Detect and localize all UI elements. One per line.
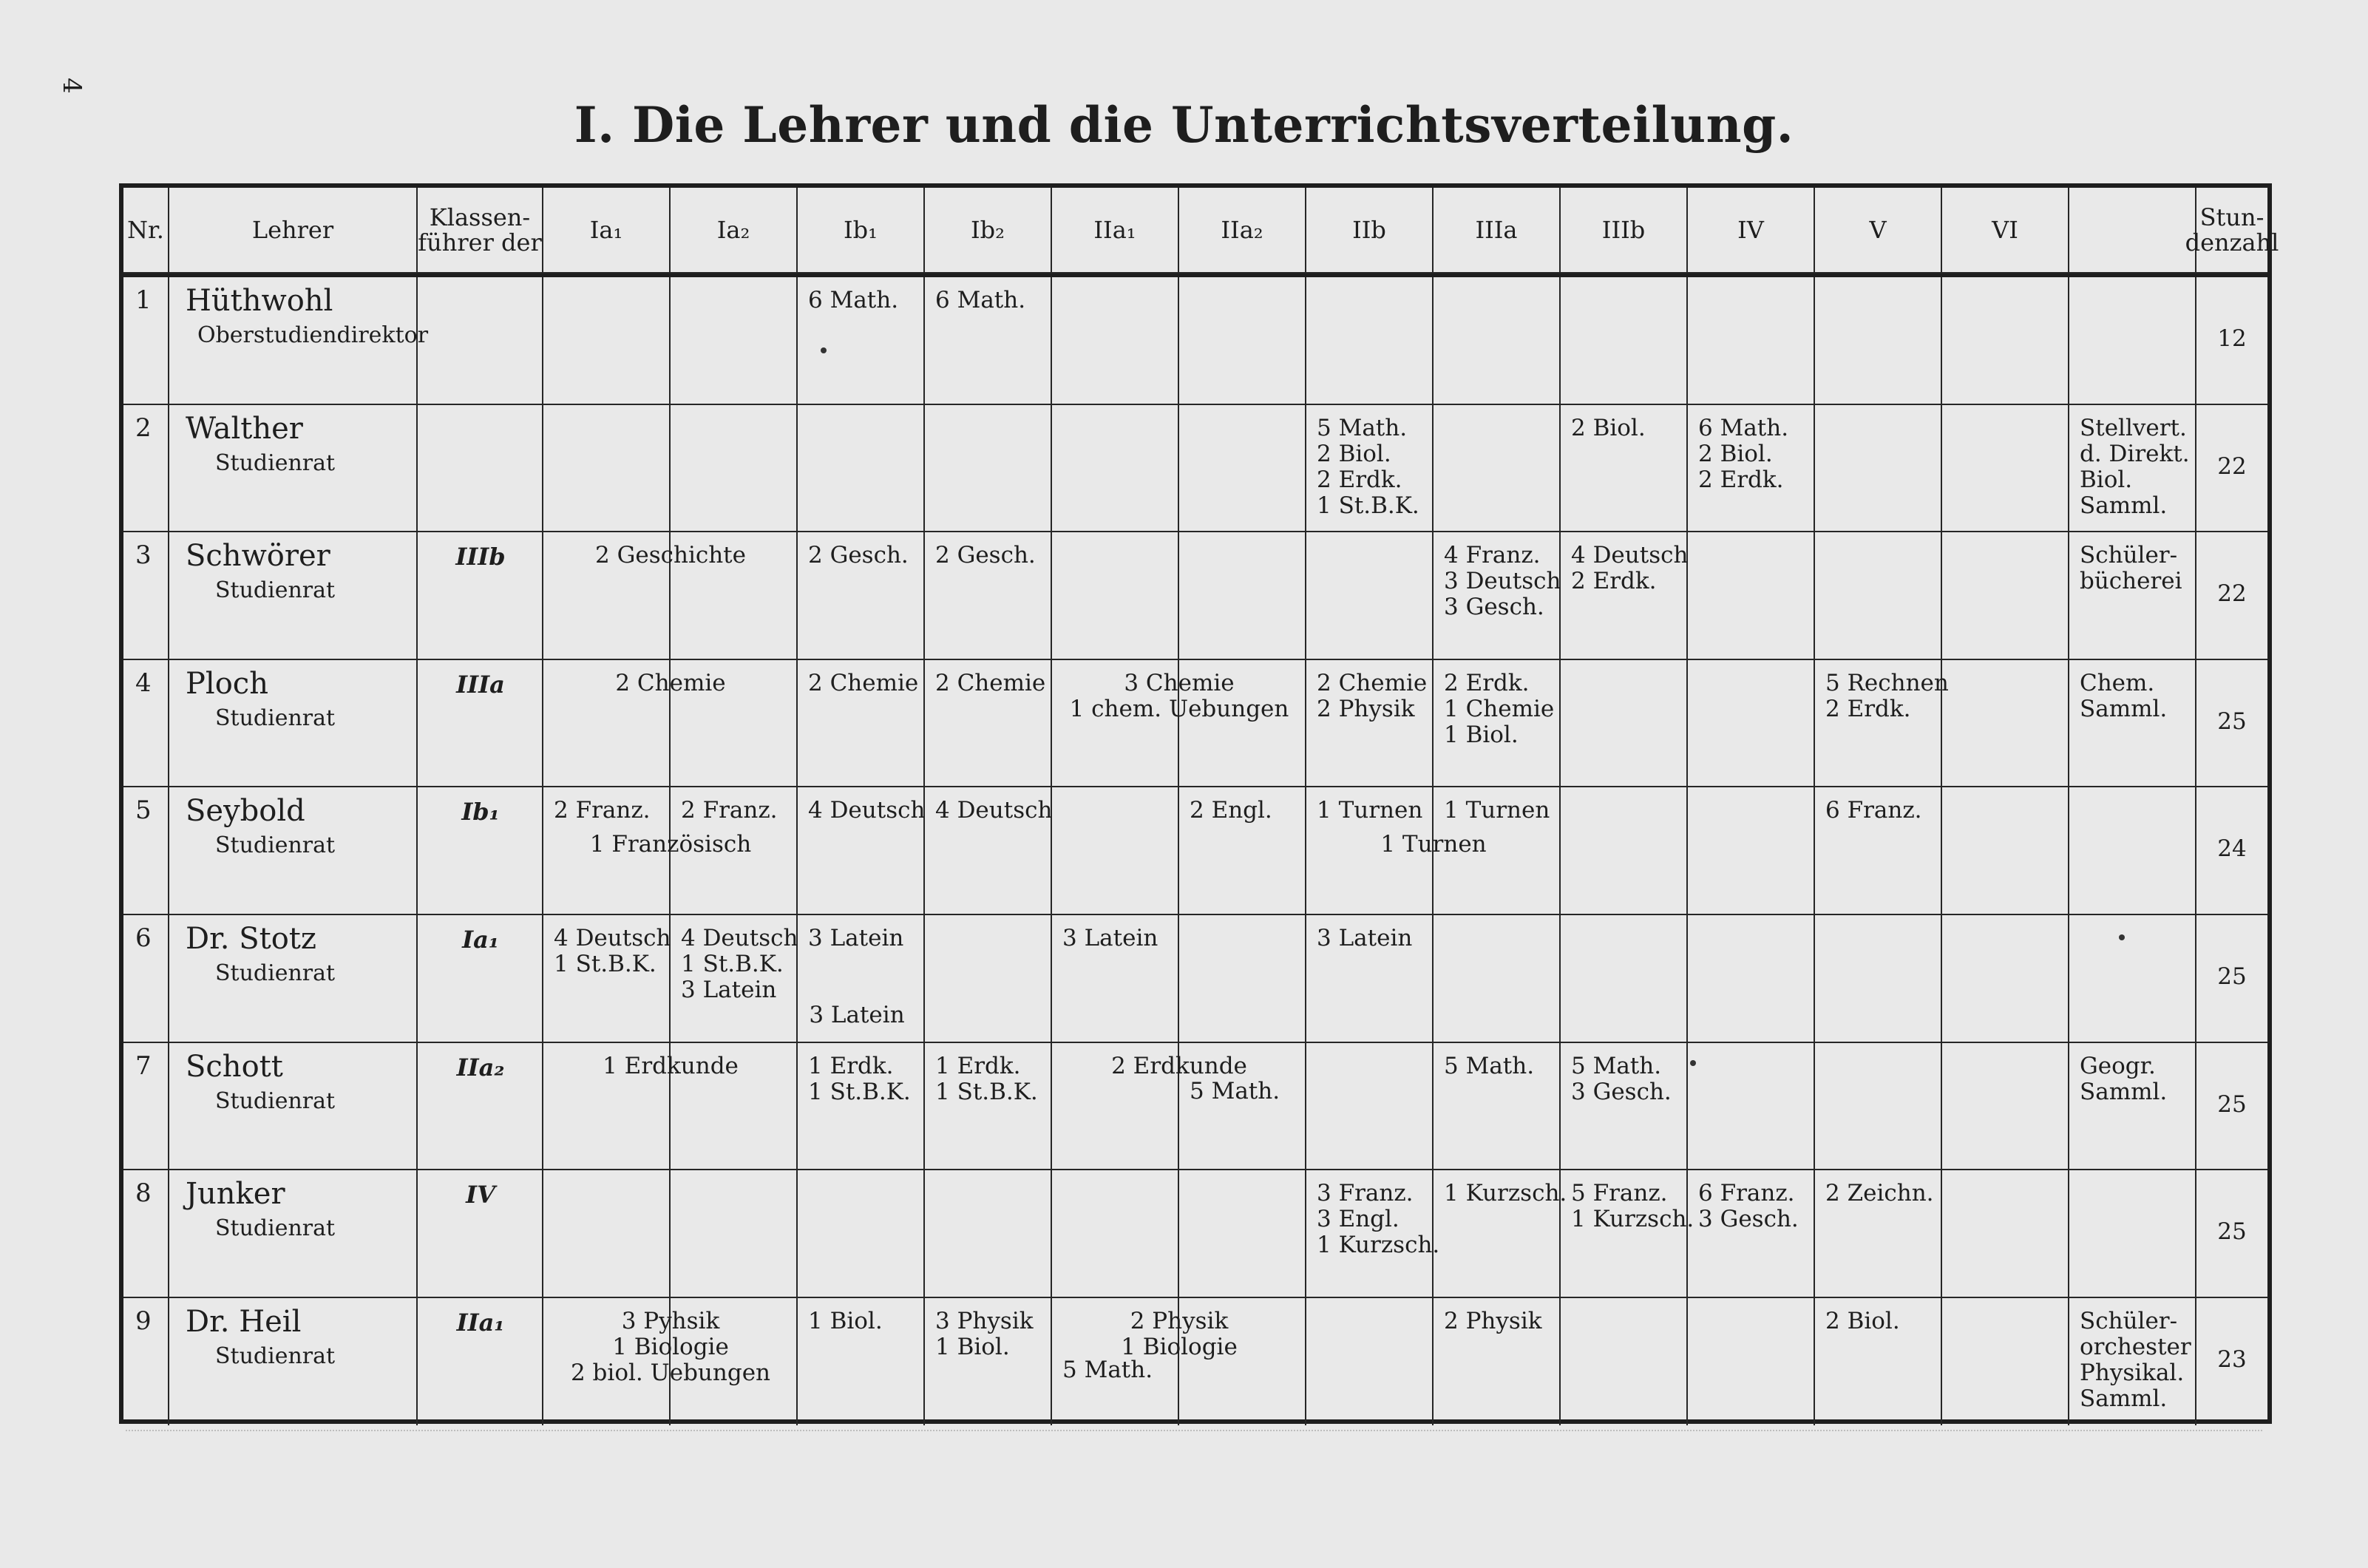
- cell-iia1: [1052, 787, 1179, 915]
- subject-ia-span: 2 Geschichte: [595, 542, 746, 569]
- teacher-name: Dr. Heil: [186, 1304, 302, 1339]
- cell-ia2: [671, 277, 798, 405]
- cell-extra: [2069, 1170, 2196, 1298]
- teacher-name: Schott: [186, 1049, 283, 1084]
- subject-ib2: 3 Physik 1 Biol.: [935, 1307, 1034, 1360]
- cell-extra: [2069, 787, 2196, 915]
- cell-vi: [1942, 1298, 2069, 1426]
- cell-iiia: [1434, 277, 1561, 405]
- cell-ib1: [798, 405, 925, 533]
- cell-vi: [1942, 532, 2069, 660]
- subject-iia-span: 3 Chemie 1 chem. Uebungen: [1069, 669, 1289, 722]
- cell-vi: [1942, 787, 2069, 915]
- subject-iia2: 5 Math.: [1190, 1077, 1280, 1104]
- ink-speck: [1690, 1060, 1696, 1066]
- class-teacher-of: IIIb: [455, 543, 506, 571]
- cell-v: [1815, 915, 1942, 1043]
- subject-ia1: 2 Franz.: [554, 797, 651, 824]
- subject-ib1: 2 Chemie: [808, 669, 919, 696]
- teacher-rank: Studienrat: [215, 449, 336, 476]
- teacher-rank: Studienrat: [215, 960, 336, 986]
- cell-klasse: [418, 277, 543, 405]
- cell-vi: [1942, 660, 2069, 788]
- cell-ia1: [543, 405, 671, 533]
- cell-iia2: [1179, 405, 1306, 533]
- teacher-rank: Studienrat: [215, 1087, 336, 1114]
- cell-vi: [1942, 1170, 2069, 1298]
- header-klassenfuehrer: Klassen- führer der: [418, 188, 543, 274]
- cell-v: [1815, 532, 1942, 660]
- cell-iia1: [1052, 405, 1179, 533]
- header-ib2: Ib₂: [925, 188, 1052, 274]
- subject-iia-span: 2 Erdkunde: [1111, 1052, 1247, 1079]
- cell-iv: [1688, 532, 1815, 660]
- subject-ia-span: 1 Französisch: [589, 831, 752, 858]
- hours-total: 12: [2217, 325, 2247, 352]
- subject-latein-span: 3 Latein: [809, 1002, 905, 1028]
- cell-iiia: [1434, 405, 1561, 533]
- subject-iib: 1 Turnen: [1317, 797, 1423, 824]
- hours-total: 23: [2217, 1345, 2247, 1373]
- subject-ia-span: 2 Chemie: [615, 669, 726, 696]
- header-iib: IIb: [1306, 188, 1434, 274]
- row-number: 2: [135, 413, 152, 443]
- teacher-name: Walther: [186, 411, 303, 446]
- row-number: 4: [135, 668, 152, 698]
- header-v: V: [1815, 188, 1942, 274]
- header-iiia: IIIa: [1434, 188, 1561, 274]
- subject-ia-span: 3 Pyhsik 1 Biologie 2 biol. Uebungen: [570, 1307, 771, 1386]
- cell-ib1: [798, 1170, 925, 1298]
- row-number: 6: [135, 923, 152, 953]
- cell-iv: [1688, 1298, 1815, 1426]
- timetable: [119, 183, 2279, 1424]
- hours-total: 22: [2217, 580, 2247, 608]
- cell-iiib: [1561, 915, 1688, 1043]
- subject-ia-span: 1 Erdkunde: [603, 1052, 739, 1079]
- class-teacher-of: IIIa: [456, 670, 505, 699]
- cell-ib2: [925, 1170, 1052, 1298]
- cell-iiib: [1561, 277, 1688, 405]
- header-ia1: Ia₁: [543, 188, 671, 274]
- cell-iia1: [1052, 1170, 1179, 1298]
- class-teacher-of: IIa₂: [456, 1053, 505, 1082]
- subject-ia2: 2 Franz.: [681, 797, 778, 824]
- cell-ia2: [671, 1170, 798, 1298]
- subject-ib1: 6 Math.: [808, 287, 899, 313]
- header-nr: Nr.: [123, 188, 169, 274]
- subject-iib: 3 Latein: [1317, 925, 1413, 951]
- header-vi: VI: [1942, 188, 2069, 274]
- header-iia2: IIa₂: [1179, 188, 1306, 274]
- teacher-rank: Studienrat: [215, 577, 336, 604]
- cell-iv: [1688, 660, 1815, 788]
- cell-iiia: [1434, 915, 1561, 1043]
- subject-ib1: 2 Gesch.: [808, 542, 909, 569]
- teacher-rank: Studienrat: [215, 1215, 336, 1242]
- cell-extra: [2069, 915, 2196, 1043]
- cell-iia2: [1179, 532, 1306, 660]
- subject-v: 2 Biol.: [1825, 1307, 1900, 1334]
- cell-iv: [1688, 277, 1815, 405]
- subject-iib: 2 Chemie 2 Physik: [1317, 669, 1428, 722]
- subject-v: 5 Rechnen 2 Erdk.: [1825, 669, 1949, 722]
- cell-v: [1815, 277, 1942, 405]
- cell-iiib: [1561, 787, 1688, 915]
- subject-extra: Geogr. Samml.: [2080, 1052, 2168, 1105]
- class-teacher-of: IV: [466, 1181, 495, 1209]
- cell-iv: [1688, 787, 1815, 915]
- cell-vi: [1942, 277, 2069, 405]
- subject-iv: 6 Math. 2 Biol. 2 Erdk.: [1698, 414, 1789, 493]
- cell-iib: [1306, 277, 1434, 405]
- subject-ia2: 4 Deutsch 1 St.B.K. 3 Latein: [681, 925, 798, 1003]
- faint-print-line: [126, 1430, 2262, 1433]
- teacher-rank: Studienrat: [215, 832, 336, 859]
- header-iv: IV: [1688, 188, 1815, 274]
- subject-iia-span: 2 Physik 1 Biologie: [1121, 1307, 1238, 1360]
- cell-iv: [1688, 915, 1815, 1043]
- subject-iia1: 5 Math.: [1062, 1356, 1153, 1383]
- cell-klasse: [418, 405, 543, 533]
- header-iiib: IIIb: [1561, 188, 1688, 274]
- cell-iiib: [1561, 1298, 1688, 1426]
- hours-total: 24: [2217, 835, 2247, 863]
- subject-ib1: 4 Deutsch: [808, 797, 926, 824]
- subject-extra: Schüler- orchester Physikal. Samml.: [2080, 1307, 2191, 1412]
- subject-iia1: 3 Latein: [1062, 925, 1158, 951]
- cell-v: [1815, 405, 1942, 533]
- subject-ib2: 2 Gesch.: [935, 542, 1036, 569]
- subject-extra: Schüler- bücherei: [2080, 542, 2182, 595]
- subject-ib2: 6 Math.: [935, 287, 1026, 313]
- cell-iib: [1306, 1043, 1434, 1171]
- cell-iv: [1688, 1043, 1815, 1171]
- subject-iia2: 2 Engl.: [1190, 797, 1272, 824]
- hours-total: 25: [2217, 963, 2247, 990]
- class-teacher-of: Ia₁: [462, 926, 499, 954]
- page-number: 4: [56, 78, 86, 94]
- cell-iia1: [1052, 277, 1179, 405]
- header-iia1: IIa₁: [1052, 188, 1179, 274]
- subject-ia1: 4 Deutsch 1 St.B.K.: [554, 925, 671, 977]
- subject-v: 2 Zeichn.: [1825, 1180, 1934, 1207]
- subject-v: 6 Franz.: [1825, 797, 1922, 824]
- row-number: 8: [135, 1178, 152, 1209]
- page-title: I. Die Lehrer und die Unterrichtsverteilung.: [574, 96, 1794, 154]
- cell-v: [1815, 1043, 1942, 1171]
- header-ib1: Ib₁: [798, 188, 925, 274]
- subject-iib: 3 Franz. 3 Engl. 1 Kurzsch.: [1317, 1180, 1440, 1259]
- teacher-name: Schwörer: [186, 539, 330, 574]
- subject-ib2: 2 Chemie: [935, 669, 1046, 696]
- teacher-name: Dr. Stotz: [186, 922, 316, 956]
- cell-ia1: [543, 277, 671, 405]
- teacher-name: Hüthwohl: [186, 284, 333, 318]
- header-ia2: Ia₂: [671, 188, 798, 274]
- subject-iiia: 2 Physik: [1444, 1307, 1542, 1334]
- teacher-rank: Studienrat: [215, 705, 336, 731]
- cell-iib: [1306, 1298, 1434, 1426]
- subject-extra: Chem. Samml.: [2080, 669, 2168, 722]
- hours-total: 22: [2217, 452, 2247, 480]
- row-number: 9: [135, 1306, 152, 1336]
- hours-total: 25: [2217, 707, 2247, 735]
- row-number: 3: [135, 540, 152, 571]
- subject-ib1: 3 Latein: [808, 925, 904, 951]
- cell-vi: [1942, 1043, 2069, 1171]
- hours-total: 25: [2217, 1218, 2247, 1246]
- header-extra: [2069, 188, 2196, 274]
- row-number: 1: [135, 285, 152, 315]
- subject-iiia: 2 Erdk. 1 Chemie 1 Biol.: [1444, 669, 1555, 748]
- cell-ib2: [925, 405, 1052, 533]
- cell-iia2: [1179, 277, 1306, 405]
- teacher-rank: Studienrat: [215, 1343, 336, 1369]
- subject-iiib: 4 Deutsch 2 Erdk.: [1571, 542, 1689, 595]
- cell-ia2: [671, 405, 798, 533]
- ink-speck: [821, 347, 827, 353]
- subject-iib-iiia-span: 1 Turnen: [1380, 831, 1487, 858]
- subject-ib2: 1 Erdk. 1 St.B.K.: [935, 1052, 1038, 1105]
- cell-iia2: [1179, 915, 1306, 1043]
- subject-iiib: 5 Franz. 1 Kurzsch.: [1571, 1180, 1694, 1233]
- subject-iib: 5 Math. 2 Biol. 2 Erdk. 1 St.B.K.: [1317, 414, 1419, 519]
- teacher-name: Ploch: [186, 666, 268, 701]
- ink-speck: [2119, 934, 2125, 940]
- subject-iiib: 5 Math. 3 Gesch.: [1571, 1052, 1672, 1105]
- teacher-name: Seybold: [186, 794, 305, 829]
- subject-ib1: 1 Biol.: [808, 1307, 883, 1334]
- cell-ia1: [543, 1170, 671, 1298]
- subject-iiia: 4 Franz. 3 Deutsch 3 Gesch.: [1444, 542, 1561, 621]
- subject-iiib: 2 Biol.: [1571, 414, 1646, 441]
- row-number: 5: [135, 795, 152, 826]
- cell-iiib: [1561, 660, 1688, 788]
- subject-iiia: 1 Kurzsch.: [1444, 1180, 1567, 1207]
- class-teacher-of: Ib₁: [461, 798, 500, 827]
- cell-iia1: [1052, 532, 1179, 660]
- subject-iv: 6 Franz. 3 Gesch.: [1698, 1180, 1799, 1233]
- teacher-rank: Oberstudiendirektor: [197, 322, 429, 348]
- subject-iiia: 1 Turnen: [1444, 797, 1550, 824]
- hours-total: 25: [2217, 1090, 2247, 1118]
- cell-vi: [1942, 405, 2069, 533]
- subject-ib1: 1 Erdk. 1 St.B.K.: [808, 1052, 911, 1105]
- cell-vi: [1942, 915, 2069, 1043]
- subject-iiia: 5 Math.: [1444, 1052, 1535, 1079]
- cell-iib: [1306, 532, 1434, 660]
- subject-ib2: 4 Deutsch: [935, 797, 1053, 824]
- teacher-name: Junker: [186, 1177, 285, 1212]
- header-lehrer: Lehrer: [169, 188, 418, 274]
- header-stundenzahl: Stun- denzahl: [2196, 188, 2267, 274]
- cell-extra: [2069, 277, 2196, 405]
- subject-extra: Stellvert. d. Direkt. Biol. Samml.: [2080, 414, 2190, 519]
- cell-iia2: [1179, 1170, 1306, 1298]
- class-teacher-of: IIa₁: [456, 1308, 505, 1337]
- row-number: 7: [135, 1051, 152, 1081]
